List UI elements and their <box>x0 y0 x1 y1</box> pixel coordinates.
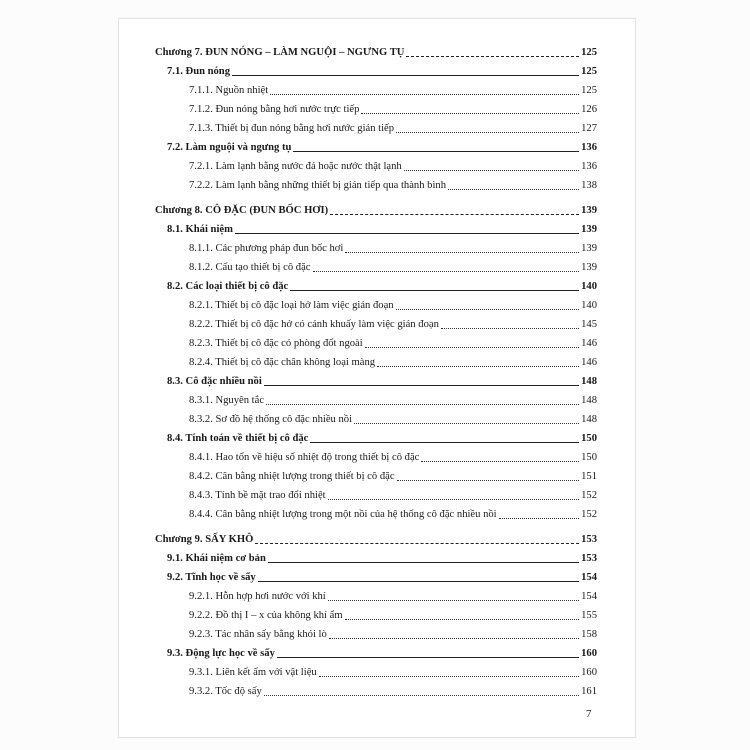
toc-section-entry <box>155 546 597 565</box>
toc-subsection-entry <box>155 293 597 312</box>
toc-entry-title: 8.2.3. Thiết bị cô đặc có phòng đốt ngoài <box>189 338 363 349</box>
toc-entry-title: 9.2.1. Hỗn hợp hơi nước với khí <box>189 591 326 602</box>
toc-entry-title: 8.3. Cô đặc nhiều nồi <box>167 376 262 387</box>
toc-entry-title: 9.3.1. Liên kết ẩm với vật liệu <box>189 667 317 678</box>
dot-leader <box>499 518 579 519</box>
toc-entry-page: 140 <box>581 281 597 292</box>
toc-subsection-entry <box>155 236 597 255</box>
toc-entry-page: 154 <box>581 591 597 602</box>
toc-entry-title: 9.3. Động lực học về sấy <box>167 648 275 659</box>
toc-entry-page: 136 <box>581 161 597 172</box>
toc-subsection-entry <box>155 173 597 192</box>
toc-entry-title: 8.4. Tính toán về thiết bị cô đặc <box>167 433 309 444</box>
toc-entry-title: 8.3.1. Nguyên tắc <box>189 395 265 406</box>
dot-leader <box>232 75 579 76</box>
dot-leader <box>266 404 579 405</box>
toc-entry-page: 160 <box>581 648 597 659</box>
toc-entry-title: 8.2.2. Thiết bị cô đặc hở có cánh khuấy làm việc gián đoạn <box>189 319 439 330</box>
toc-subsection-entry <box>155 679 597 698</box>
toc-entry-page: 146 <box>581 338 597 349</box>
toc-subsection-entry <box>155 502 597 521</box>
toc-entry-page: 125 <box>581 66 597 77</box>
toc-subsection-entry <box>155 483 597 502</box>
toc-entry-title: 8.4.2. Cân bằng nhiệt lượng trong thiết bị cô đặc <box>189 471 395 482</box>
dot-leader <box>354 423 579 424</box>
dot-leader <box>328 499 579 500</box>
dot-leader <box>264 385 579 386</box>
toc-entry-page: 155 <box>581 610 597 621</box>
toc-entry-title: 8.1.1. Các phương pháp đun bốc hơi <box>189 243 344 254</box>
toc-entry-page: 146 <box>581 357 597 368</box>
toc-subsection-entry <box>155 154 597 173</box>
dot-leader <box>406 56 579 57</box>
toc-chapter-entry <box>155 197 597 217</box>
toc-entry-page: 153 <box>581 553 597 564</box>
dot-leader <box>277 657 579 658</box>
toc-subsection-entry <box>155 312 597 331</box>
toc-entry-title: 7.1.1. Nguồn nhiệt <box>189 85 269 96</box>
toc-entry-page: 152 <box>581 509 597 520</box>
toc-entry-title: 8.4.3. Tính bề mặt trao đổi nhiệt <box>189 490 326 501</box>
toc-entry-title: 8.4.4. Cân bằng nhiệt lượng trong một nồi của hệ thống cô đặc nhiều nồi <box>189 509 497 520</box>
toc-entry-title: 8.2.4. Thiết bị cô đặc chân không loại màng <box>189 357 376 368</box>
toc-subsection-entry <box>155 464 597 483</box>
dot-leader <box>270 94 579 95</box>
toc-entry-page: 140 <box>581 300 597 311</box>
toc-entry-title: 8.4.1. Hao tổn về hiệu số nhiệt độ trong thiết bị cô đặc <box>189 452 420 463</box>
toc-entry-title: 7.2.1. Làm lạnh bằng nước đá hoặc nước thật lạnh <box>189 161 402 172</box>
toc-subsection-entry <box>155 350 597 369</box>
toc-section-entry <box>155 565 597 584</box>
toc-section-entry <box>155 369 597 388</box>
toc-section-entry <box>155 217 597 236</box>
toc-entry-page: 125 <box>581 85 597 96</box>
dot-leader <box>396 309 580 310</box>
toc-section-entry <box>155 59 597 78</box>
toc-subsection-entry <box>155 622 597 641</box>
toc-entry-page: 139 <box>581 205 597 216</box>
dot-leader <box>290 290 579 291</box>
dot-leader <box>441 328 579 329</box>
dot-leader <box>396 132 579 133</box>
toc-entry-page: 145 <box>581 319 597 330</box>
dot-leader <box>361 113 579 114</box>
dot-leader <box>377 366 579 367</box>
toc-subsection-entry <box>155 407 597 426</box>
toc-entry-page: 158 <box>581 629 597 640</box>
toc-entry-title: 8.2. Các loại thiết bị cô đặc <box>167 281 289 292</box>
toc-entry-page: 139 <box>581 243 597 254</box>
toc-entry-title: Chương 8. CÔ ĐẶC (ĐUN BỐC HƠI) <box>155 205 329 216</box>
toc-entry-title: 9.2.2. Đồ thị I – x của không khí ẩm <box>189 610 343 621</box>
dot-leader <box>404 170 579 171</box>
toc-entry-title: 7.1. Đun nóng <box>167 66 230 77</box>
toc-entry-page: 154 <box>581 572 597 583</box>
toc-entry-page: 151 <box>581 471 597 482</box>
toc-entry-title: 7.1.3. Thiết bị đun nóng bằng hơi nước gián tiếp <box>189 123 395 134</box>
toc-section-entry <box>155 426 597 445</box>
dot-leader <box>255 543 579 544</box>
dot-leader <box>264 695 579 696</box>
dot-leader <box>448 189 579 190</box>
dot-leader <box>258 581 579 582</box>
toc-entry-page: 136 <box>581 142 597 153</box>
toc-chapter-entry <box>155 39 597 59</box>
toc-subsection-entry <box>155 388 597 407</box>
dot-leader <box>310 442 579 443</box>
toc-entry-title: 8.1. Khái niệm <box>167 224 233 235</box>
toc-entry-page: 160 <box>581 667 597 678</box>
toc-entry-page: 161 <box>581 686 597 697</box>
toc-entry-page: 153 <box>581 534 597 545</box>
toc-entry-title: Chương 9. SẤY KHÔ <box>155 534 254 545</box>
toc-subsection-entry <box>155 78 597 97</box>
dot-leader <box>330 214 579 215</box>
toc-entry-page: 125 <box>581 47 597 58</box>
toc-subsection-entry <box>155 584 597 603</box>
toc-entry-page: 127 <box>581 123 597 134</box>
toc-entry-title: 9.1. Khái niệm cơ bản <box>167 553 266 564</box>
dot-leader <box>345 619 580 620</box>
dot-leader <box>319 676 579 677</box>
dot-leader <box>235 233 579 234</box>
toc-entry-page: 148 <box>581 376 597 387</box>
toc-entry-page: 150 <box>581 452 597 463</box>
toc-entry-page: 148 <box>581 395 597 406</box>
toc-entry-page: 148 <box>581 414 597 425</box>
dot-leader <box>328 600 579 601</box>
toc-entry-title: 8.1.2. Cấu tạo thiết bị cô đặc <box>189 262 311 273</box>
dot-leader <box>397 480 580 481</box>
toc-entry-page: 139 <box>581 224 597 235</box>
toc-subsection-entry <box>155 116 597 135</box>
toc-entry-page: 152 <box>581 490 597 501</box>
dot-leader <box>313 271 580 272</box>
toc-section-entry <box>155 135 597 154</box>
toc-entry-page: 138 <box>581 180 597 191</box>
toc-subsection-entry <box>155 660 597 679</box>
toc-section-entry <box>155 274 597 293</box>
toc-chapter-entry <box>155 526 597 546</box>
toc-entry-page: 139 <box>581 262 597 273</box>
toc-entry-title: 9.3.2. Tốc độ sấy <box>189 686 262 697</box>
dot-leader <box>268 562 579 563</box>
toc-entry-title: Chương 7. ĐUN NÓNG – LÀM NGUỘI – NGƯNG TỤ <box>155 47 405 58</box>
toc-subsection-entry <box>155 331 597 350</box>
toc-subsection-entry <box>155 255 597 274</box>
toc-entry-title: 9.2. Tĩnh học về sấy <box>167 572 256 583</box>
toc-entry-title: 7.2.2. Làm lạnh bằng những thiết bị gián tiếp qua thành bình <box>189 180 447 191</box>
toc-entry-title: 9.2.3. Tác nhân sấy bằng khói lò <box>189 629 327 640</box>
toc-subsection-entry <box>155 603 597 622</box>
toc-entry-page: 150 <box>581 433 597 444</box>
toc-section-entry <box>155 641 597 660</box>
toc-entry-title: 7.2. Làm nguội và ngưng tụ <box>167 142 292 153</box>
toc-entry-title: 8.3.2. Sơ đồ hệ thống cô đặc nhiều nồi <box>189 414 353 425</box>
table-of-contents <box>155 34 597 698</box>
dot-leader <box>345 252 579 253</box>
dot-leader <box>329 638 579 639</box>
dot-leader <box>293 151 579 152</box>
dot-leader <box>421 461 579 462</box>
page-number: 7 <box>586 708 592 720</box>
toc-subsection-entry <box>155 445 597 464</box>
toc-entry-title: 7.1.2. Đun nóng bằng hơi nước trực tiếp <box>189 104 360 115</box>
dot-leader <box>365 347 579 348</box>
toc-entry-page: 126 <box>581 104 597 115</box>
toc-subsection-entry <box>155 97 597 116</box>
toc-entry-title: 8.2.1. Thiết bị cô đặc loại hở làm việc gián đoạn <box>189 300 394 311</box>
